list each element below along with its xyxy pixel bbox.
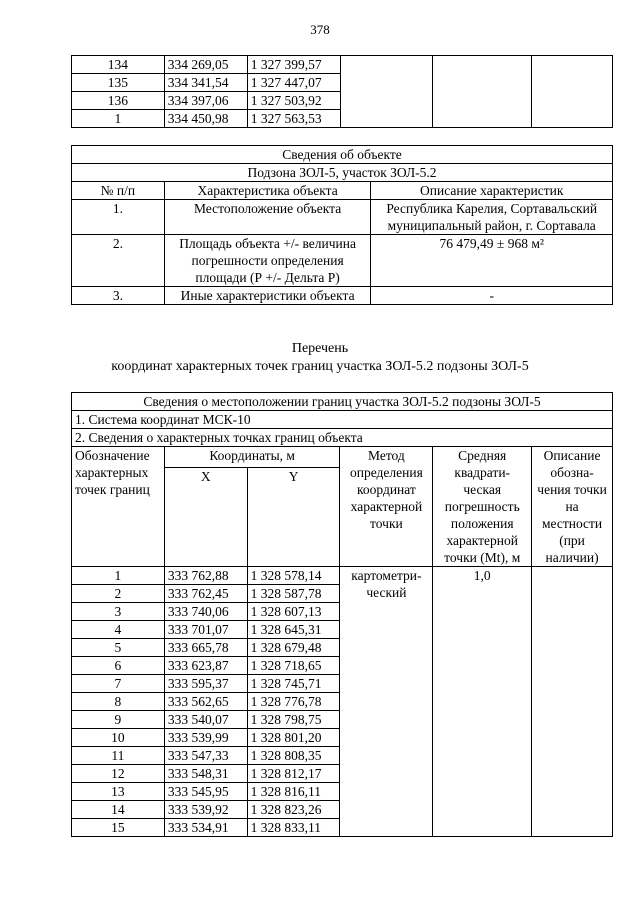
point-number: 15: [72, 819, 165, 837]
header-y: Y: [247, 467, 340, 566]
coordinate-x: 333 547,33: [164, 747, 247, 765]
point-number: 13: [72, 783, 165, 801]
point-number: 136: [72, 92, 165, 110]
coordinate-system-row: 1. Система координат МСК-10: [72, 411, 613, 429]
coordinate-y: 1 327 503,92: [247, 92, 340, 110]
method-value: картометри-ческий: [340, 567, 433, 837]
coordinate-x: 333 623,87: [164, 657, 247, 675]
coordinate-x: 333 701,07: [164, 621, 247, 639]
location-table: [71, 392, 613, 837]
coordinate-y: 1 328 776,78: [247, 693, 340, 711]
table-row: [72, 567, 613, 585]
header-description: Описание характеристик: [371, 182, 613, 200]
coordinate-x: 333 539,99: [164, 729, 247, 747]
coordinate-x: 334 397,06: [164, 92, 247, 110]
object-info-table: [71, 145, 613, 305]
point-number: 12: [72, 765, 165, 783]
coordinate-x: 333 540,07: [164, 711, 247, 729]
error-value: 1,0: [433, 567, 532, 837]
coordinate-x: 333 562,65: [164, 693, 247, 711]
point-number: 135: [72, 74, 165, 92]
row-characteristic: Иные характеристики объекта: [164, 287, 371, 305]
header-designation: Обозначение характерных точек границ: [72, 447, 165, 567]
header-coordinates: Координаты, м: [164, 447, 340, 468]
row-characteristic: Местоположение объекта: [164, 200, 371, 235]
point-number: 9: [72, 711, 165, 729]
row-description: 76 479,49 ± 968 м²: [371, 235, 613, 287]
point-number: 134: [72, 56, 165, 74]
point-number: 14: [72, 801, 165, 819]
list-heading-subtitle: координат характерных точек границ участка ЗОЛ-5.2 подзоны ЗОЛ-5: [111, 359, 529, 374]
row-description: Республика Карелия, Сортавальский муниципальный район, г. Сортавала: [371, 200, 613, 235]
coordinate-y: 1 328 718,65: [247, 657, 340, 675]
header-number: № п/п: [72, 182, 165, 200]
coordinate-y: 1 327 563,53: [247, 110, 340, 128]
coordinate-y: 1 328 808,35: [247, 747, 340, 765]
row-number: 1.: [72, 200, 165, 235]
coordinate-x: 334 450,98: [164, 110, 247, 128]
coordinate-x: 334 341,54: [164, 74, 247, 92]
coordinate-x: 333 740,06: [164, 603, 247, 621]
coordinate-x: 333 534,91: [164, 819, 247, 837]
row-number: 2.: [72, 235, 165, 287]
point-number: 3: [72, 603, 165, 621]
coordinate-y: 1 327 447,07: [247, 74, 340, 92]
coordinate-y: 1 327 399,57: [247, 56, 340, 74]
point-number: 11: [72, 747, 165, 765]
object-info-subtitle: Подзона ЗОЛ-5, участок ЗОЛ-5.2: [72, 164, 613, 182]
coordinate-y: 1 328 823,26: [247, 801, 340, 819]
page-number: 378: [310, 22, 330, 37]
object-info-title: Сведения об объекте: [72, 146, 613, 164]
header-description: Описание обозна-чения точки на местности (при наличии): [532, 447, 613, 567]
coordinate-x: 334 269,05: [164, 56, 247, 74]
row-number: 3.: [72, 287, 165, 305]
coordinate-x: 333 545,95: [164, 783, 247, 801]
coordinate-x: 333 539,92: [164, 801, 247, 819]
point-number: 4: [72, 621, 165, 639]
description-value: [532, 567, 613, 837]
coordinate-y: 1 328 798,75: [247, 711, 340, 729]
coordinate-x: 333 665,78: [164, 639, 247, 657]
header-x: X: [164, 467, 247, 566]
error-cell: [433, 56, 532, 128]
coordinates-continuation-table: [71, 55, 613, 128]
coordinate-y: 1 328 607,13: [247, 603, 340, 621]
coordinate-y: 1 328 833,11: [247, 819, 340, 837]
coordinate-x: 333 762,45: [164, 585, 247, 603]
header-method: Метод определения координат характерной точки: [340, 447, 433, 567]
table-row: [72, 56, 613, 74]
row-description: -: [371, 287, 613, 305]
point-number: 5: [72, 639, 165, 657]
coordinate-x: 333 595,37: [164, 675, 247, 693]
point-number: 2: [72, 585, 165, 603]
coordinate-x: 333 548,31: [164, 765, 247, 783]
method-cell: [340, 56, 433, 128]
point-number: 6: [72, 657, 165, 675]
point-number: 7: [72, 675, 165, 693]
coordinate-y: 1 328 679,48: [247, 639, 340, 657]
location-table-title: Сведения о местоположении границ участка ЗОЛ-5.2 подзоны ЗОЛ-5: [72, 393, 613, 411]
header-characteristic: Характеристика объекта: [164, 182, 371, 200]
coordinate-y: 1 328 645,31: [247, 621, 340, 639]
list-heading-title: Перечень: [291, 341, 349, 356]
coordinate-x: 333 762,88: [164, 567, 247, 585]
description-cell: [532, 56, 613, 128]
coordinate-y: 1 328 801,20: [247, 729, 340, 747]
point-number: 8: [72, 693, 165, 711]
point-number: 1: [72, 567, 165, 585]
coordinate-y: 1 328 812,17: [247, 765, 340, 783]
header-error: Средняя квадрати-ческая погрешность положения характерной точки (Мt), м: [433, 447, 532, 567]
coordinate-y: 1 328 816,11: [247, 783, 340, 801]
row-characteristic: Площадь объекта +/- величина погрешности определения площади (Р +/- Дельта Р): [164, 235, 371, 287]
point-number: 10: [72, 729, 165, 747]
coordinate-y: 1 328 745,71: [247, 675, 340, 693]
boundary-points-row: 2. Сведения о характерных точках границ объекта: [72, 429, 613, 447]
point-number: 1: [72, 110, 165, 128]
coordinate-y: 1 328 587,78: [247, 585, 340, 603]
coordinate-y: 1 328 578,14: [247, 567, 340, 585]
